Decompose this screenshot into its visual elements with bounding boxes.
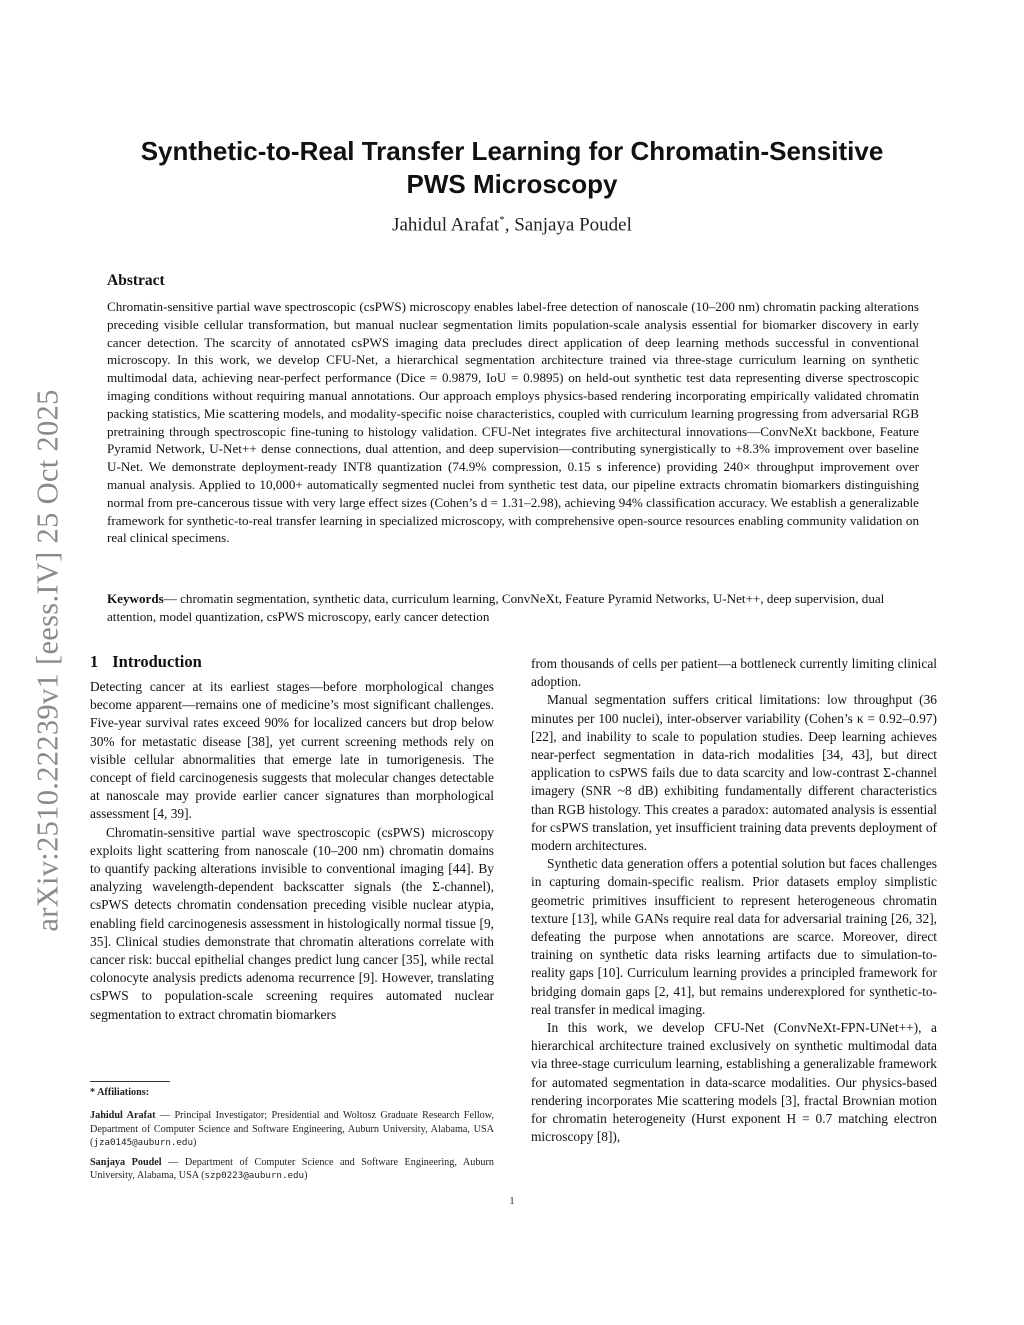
- page-number: 1: [509, 1195, 515, 1207]
- author-list: [60, 214, 964, 236]
- keywords-label: Keywords: [107, 591, 164, 606]
- abstract-text: Chromatin-sensitive partial wave spectroscopic (csPWS) microscopy enables label-free detection of nanoscale (10–200 nm) chromatin packing alterations preceding visible cellular transformation, but manual nuclear segmentation limits population-scale analysis essential for biomarker discovery in early cancer detection. The scarcity of annotated csPWS imaging data precludes direct application of deep learning methods successful in conventional microscopy. In this work, we develop CFU-Net, a hierarchical segmentation architecture trained via three-stage curriculum learning on synthetic multimodal data, achieving near-perfect performance (Dice = 0.9879, IoU = 0.9895) on held-out synthetic test data representing diverse spectroscopic imaging conditions without requiring manual annotations. Our approach employs physics-based rendering incorporating empirically validated chromatin packing statistics, Mie scattering models, and modality-specific noise characteristics, coupled with curriculum learning progressing from adversarial RGB pretraining through spectroscopic fine-tuning to histology validation. CFU-Net integrates five architectural innovations—ConvNeXt backbone, Feature Pyramid Network, U-Net++ dense connections, dual attention, and deep supervision—contributing synergistically to +8.3% improvement over baseline U-Net. We demonstrate deployment-ready INT8 quantization (74.9% compression, 0.15 s inference) providing 240× throughput improvement over manual analysis. Applied to 10,000+ automatically segmented nuclei from synthetic test data, our pipeline extracts chromatin biomarkers distinguishing normal from pre-cancerous tissue with very large effect sizes (Cohen’s d = 1.31–2.98), achieving 94% classification accuracy. We establish a generalizable framework for synthetic-to-real transfer learning in specialized microscopy, with comprehensive open-source resources enabling community validation on real clinical specimens.: [107, 299, 919, 546]
- author-separator: ,: [504, 214, 515, 236]
- footnote-author-2: [90, 1156, 494, 1183]
- footnote-author-1-email: jza0145@auburn.edu: [93, 1137, 193, 1149]
- paragraph: Synthetic data generation offers a potential solution but faces challenges in capturing domain-specific realism. Prior datasets employ simplistic geometric primitives insufficient to represent heterogeneous chromatin texture [13], while GANs require real data for adversarial training [26, 32], defeating the purpose when annotations are scarce. Moreover, direct training on synthetic data risks learning artifacts due to simulation-to-reality gaps [10]. Curriculum learning provides a principled framework for bridging domain gaps [2, 41], but remains underexplored for synthetic-to-real transfer in medical imaging.: [531, 856, 937, 1017]
- footnotes: [90, 1086, 494, 1188]
- section-title: Introduction: [112, 652, 202, 671]
- author-1: Jahidul Arafat: [392, 214, 500, 236]
- affiliation-mark: *: [499, 214, 505, 226]
- right-column: [531, 655, 937, 1146]
- paragraph: Chromatin-sensitive partial wave spectroscopic (csPWS) microscopy exploits light scattering from nanoscale (10–200 nm) chromatin domains to quantify packing alterations invisible to conventional imaging [44]. By analyzing wavelength-dependent backscatter signals (the Σ-channel), csPWS detects chromatin condensation preceding visible nuclear atypia, enabling field carcinogenesis assessment in histologically normal tissue [9, 35]. Clinical studies demonstrate that chromatin alterations correlate with cancer risk: buccal epithelial changes predict lung cancer [35], while rectal colonocyte analysis predicts adenoma recurrence [9]. However, translating csPWS to population-scale screening requires automated nuclear segmentation to extract chromatin biomarkers: [90, 824, 494, 1022]
- arxiv-identifier: [18, 360, 78, 960]
- paper-title-line-1: Synthetic-to-Real Transfer Learning for Chromatin-Sensitive: [140, 136, 884, 166]
- paragraph: from thousands of cells per patient—a bottleneck currently limiting clinical adoption.: [531, 656, 937, 690]
- footnote-author-2-text: — Department of Computer Science and Software Engineering, Auburn University, Alabama, USA (: [90, 1156, 494, 1182]
- paragraph: Detecting cancer at its earliest stages—before morphological changes become apparent—remains one of medicine’s most significant challenges. Five-year survival rates exceed 90% for localized cancers but drop below 30% for metastatic disease [38], yet current screening methods rely on visible cellular abnormalities that emerge late in tumorigenesis. The concept of field carcinogenesis suggests that molecular changes detectable at nanoscale may provide earlier cancer signatures than morphological assessment [4, 39].: [90, 679, 494, 822]
- section-heading: [90, 652, 494, 672]
- footnote-close-paren: ): [192, 1137, 197, 1149]
- footnote-author-1-text: — Principal Investigator; Presidential and Woltosz Graduate Research Fellow, Department of Computer Science and Software Engineering, Auburn University, Alabama, USA (: [90, 1110, 494, 1149]
- footnote-author-2-email: szp0223@auburn.edu: [204, 1170, 305, 1182]
- abstract: [107, 272, 919, 547]
- keywords-text: — chromatin segmentation, synthetic data, curriculum learning, ConvNeXt, Feature Pyramid Networks, U-Net++, deep supervision, dual attention, model quantization, csPWS microscopy, early cancer detection: [107, 591, 885, 624]
- abstract-heading: Abstract: [107, 272, 165, 289]
- paragraph: Manual segmentation suffers critical limitations: low throughput (36 minutes per 100 nuclei), inter-observer variability (Cohen’s κ = 0.92–0.97) [22], and inability to scale to population studies. Deep learning achieves near-perfect segmentation in data-rich modalities [34, 43], but direct application to csPWS fails due to data scarcity and low-contrast Σ-channel imagery (SNR ~8 dB) exhibiting fundamentally different characteristics than RGB histology. This creates a paradox: automated analysis is essential for csPWS translation, yet insufficient training data prevents deployment of modern architectures.: [531, 692, 937, 854]
- footnote-close-paren: ): [304, 1170, 308, 1182]
- paragraph: In this work, we develop CFU-Net (ConvNeXt-FPN-UNet++), a hierarchical architecture trained exclusively on synthetic multimodal data via three-stage curriculum learning, establishing a generalizable framework for automated segmentation in data-scarce modalities. Our physics-based rendering incorporates Mie scattering models [3], fractal Brownian motion for chromatin heterogeneity (Hurst exponent H = 0.7 matching electron microscopy [8]),: [531, 1020, 937, 1145]
- section-number: 1: [90, 652, 99, 671]
- keywords: [107, 590, 919, 626]
- paper-title: [60, 135, 964, 201]
- left-column: [90, 652, 494, 1024]
- footnote-author-1: [90, 1109, 494, 1149]
- footnote-heading: * Affiliations:: [90, 1087, 150, 1098]
- author-2: Sanjaya Poudel: [514, 214, 632, 236]
- footnote-divider: [90, 1081, 170, 1082]
- paper-title-line-2: PWS Microscopy: [406, 169, 618, 199]
- footnote-author-1-name: Jahidul Arafat: [90, 1110, 156, 1122]
- arxiv-identifier-text: arXiv:2510.22239v1 [eess.IV] 25 Oct 2025: [30, 388, 65, 932]
- footnote-author-2-name: Sanjaya Poudel: [90, 1156, 162, 1168]
